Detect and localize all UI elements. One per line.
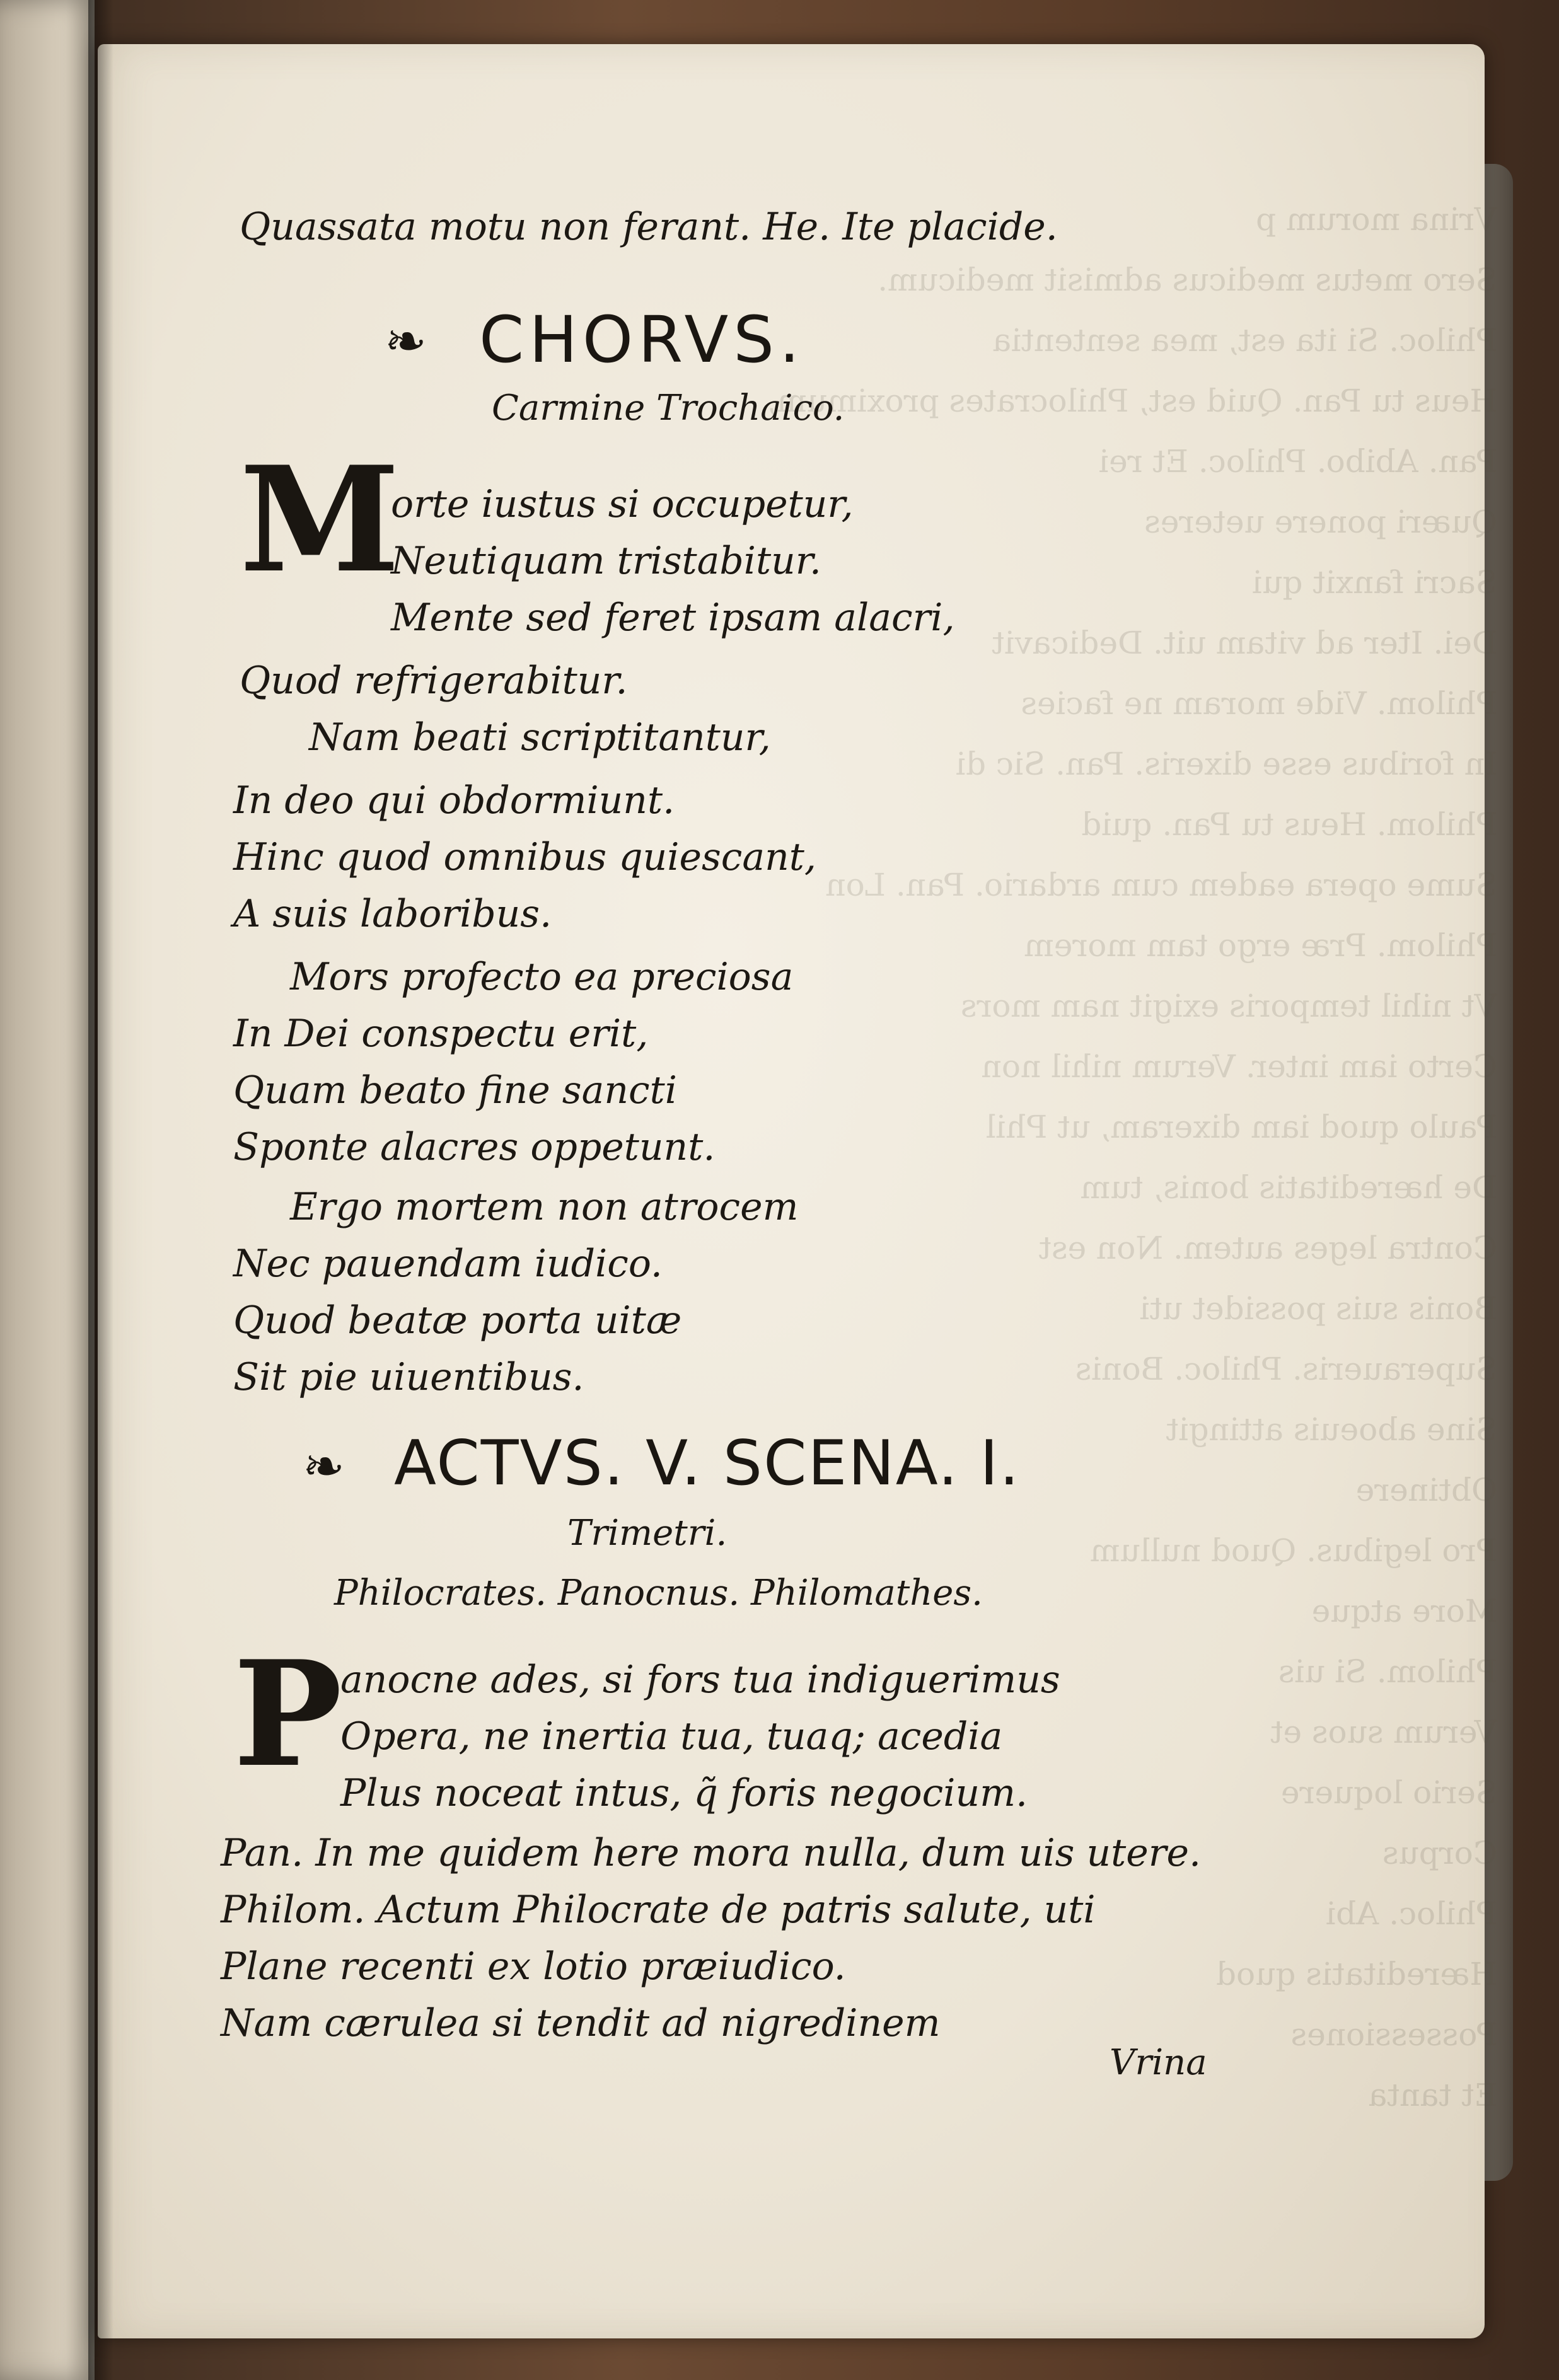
show-through-line: Possessiones — [1290, 2016, 1497, 2053]
act-verse-line: Plus noceat intus, q̃ foris negocium. — [340, 1771, 1028, 1815]
show-through-line: Philoc. Abi — [1326, 1895, 1497, 1932]
show-through-line: Heus tu Pan. Quid est, Philocrates proximum, — [767, 383, 1497, 419]
act-verse-line: Nam cærulea si tendit ad nigredinem — [221, 2001, 941, 2045]
show-through-line: Obtinere — [1355, 1472, 1497, 1508]
chorus-verse-line: Sponte alacres oppetunt. — [233, 1125, 716, 1169]
show-through-line: Dei. Iter ad vitam uit. Dedicavit — [992, 625, 1497, 661]
chorus-title: CHORVS. — [479, 303, 805, 378]
show-through-line: Serio loquere — [1280, 1774, 1497, 1811]
act-verse-line: Opera, ne inertia tua, tuaq; acedia — [340, 1714, 1003, 1759]
show-through-line: Contra leges autem. Non est — [1038, 1230, 1497, 1266]
act-drop-cap: P — [233, 1629, 342, 1799]
act-verse-line: Plane recenti ex lotio præiudico. — [221, 1944, 846, 1989]
chorus-verse-line: Mente sed feret ipsam alacri, — [391, 596, 955, 640]
show-through-line: Pro legibus. Quod nullum — [1090, 1532, 1497, 1569]
show-through-line: Hæreditatis quod — [1216, 1956, 1497, 1992]
show-through-line: Corpus — [1382, 1835, 1497, 1871]
facing-page — [0, 0, 95, 2380]
chorus-drop-cap: M — [240, 435, 400, 605]
show-through-line: Vt nihil temporis exigit nam mors — [960, 988, 1497, 1024]
show-through-line: De hæreditatis bonis, tum — [1080, 1169, 1497, 1206]
show-through-line: More atque — [1311, 1593, 1497, 1629]
show-through-line: Pan. Abibo. Philoc. Et rei — [1098, 443, 1497, 480]
act-fleuron-icon: ❧ — [303, 1437, 345, 1496]
show-through-line: Philom. Præ ergo tam morem — [1024, 927, 1497, 964]
show-through-line: Philom. Vide moram ne facies — [1021, 685, 1497, 722]
show-through-line: Certo iam inter. Verum nihil non — [981, 1048, 1497, 1085]
show-through-line: Sacri fanxit qui — [1252, 564, 1497, 601]
act-speakers: Philocrates. Panocnus. Philomathes. — [334, 1573, 983, 1614]
show-through-line: Philom. Si uis — [1278, 1653, 1497, 1690]
act-verse-line: Pan. In me quidem here mora nulla, dum uis utere. — [221, 1831, 1202, 1875]
show-through-line: Quæri ponere ueteres — [1144, 504, 1497, 540]
show-through-line: Bonis suis possidet uti — [1139, 1290, 1497, 1327]
show-through-line: Sume opera eadem cum ardario. Pan. Lon — [825, 867, 1497, 903]
show-through-line: Paulo quod iam dixeram, ut Phil — [985, 1109, 1497, 1145]
show-through-line: Vrina morum p — [1256, 201, 1497, 238]
show-through-line: Superaueris. Philoc. Bonis — [1075, 1351, 1497, 1387]
show-through-line: Philom. Heus tu Pan. quid — [1081, 806, 1497, 843]
show-through-line: Sero metus medicus admisit medicum. — [878, 262, 1497, 298]
act-meter: Trimetri. — [567, 1513, 727, 1554]
show-through-line: In foribus esse dixeris. Pan. Sic di — [956, 746, 1497, 782]
book-gutter — [88, 0, 113, 2380]
chorus-verse-line: Quam beato fine sancti — [233, 1068, 677, 1112]
chorus-subtitle: Carmine Trochaico. — [492, 388, 845, 429]
chorus-verse-line: In Dei conspectu erit, — [233, 1012, 649, 1056]
chorus-fleuron-icon: ❧ — [385, 312, 427, 371]
show-through-line: Sine aboeuis attingit — [1166, 1411, 1497, 1448]
act-verse-line: Philom. Actum Philocrate de patris salute, uti — [221, 1888, 1096, 1932]
chorus-verse-line: Neutiquam tristabitur. — [391, 539, 821, 583]
chorus-verse-line: Hinc quod omnibus quiescant, — [233, 835, 816, 879]
catchword: Vrina — [1110, 2042, 1207, 2083]
book-page — [98, 44, 1497, 2338]
show-through-line: Et tanta — [1368, 2077, 1497, 2113]
chorus-verse-line: Ergo mortem non atrocem — [290, 1185, 799, 1229]
show-through-line: Verum suos et — [1270, 1714, 1497, 1750]
chorus-verse-line: Sit pie uiuentibus. — [233, 1355, 584, 1399]
chorus-verse-line: Mors profecto ea preciosa — [290, 955, 794, 999]
chorus-verse-line: Nam beati scriptitantur, — [309, 715, 771, 760]
chorus-verse-line: In deo qui obdormiunt. — [233, 778, 675, 823]
chorus-verse-line: orte iustus si occupetur, — [391, 482, 854, 526]
chorus-verse-line: Nec pauendam iudico. — [233, 1242, 663, 1286]
act-verse-line: anocne ades, si fors tua indiguerimus — [340, 1658, 1060, 1702]
act-title: ACTVS. V. SCENA. I. — [394, 1428, 1021, 1499]
top-line: Quassata motu non ferant. He. Ite placide. — [240, 205, 1058, 249]
show-through-line: Philoc. Si ita est, mea sententia — [992, 322, 1497, 359]
chorus-verse-line: A suis laboribus. — [233, 892, 552, 936]
chorus-verse-line: Quod refrigerabitur. — [240, 659, 628, 703]
chorus-verse-line: Quod beatæ porta uitæ — [233, 1298, 682, 1343]
